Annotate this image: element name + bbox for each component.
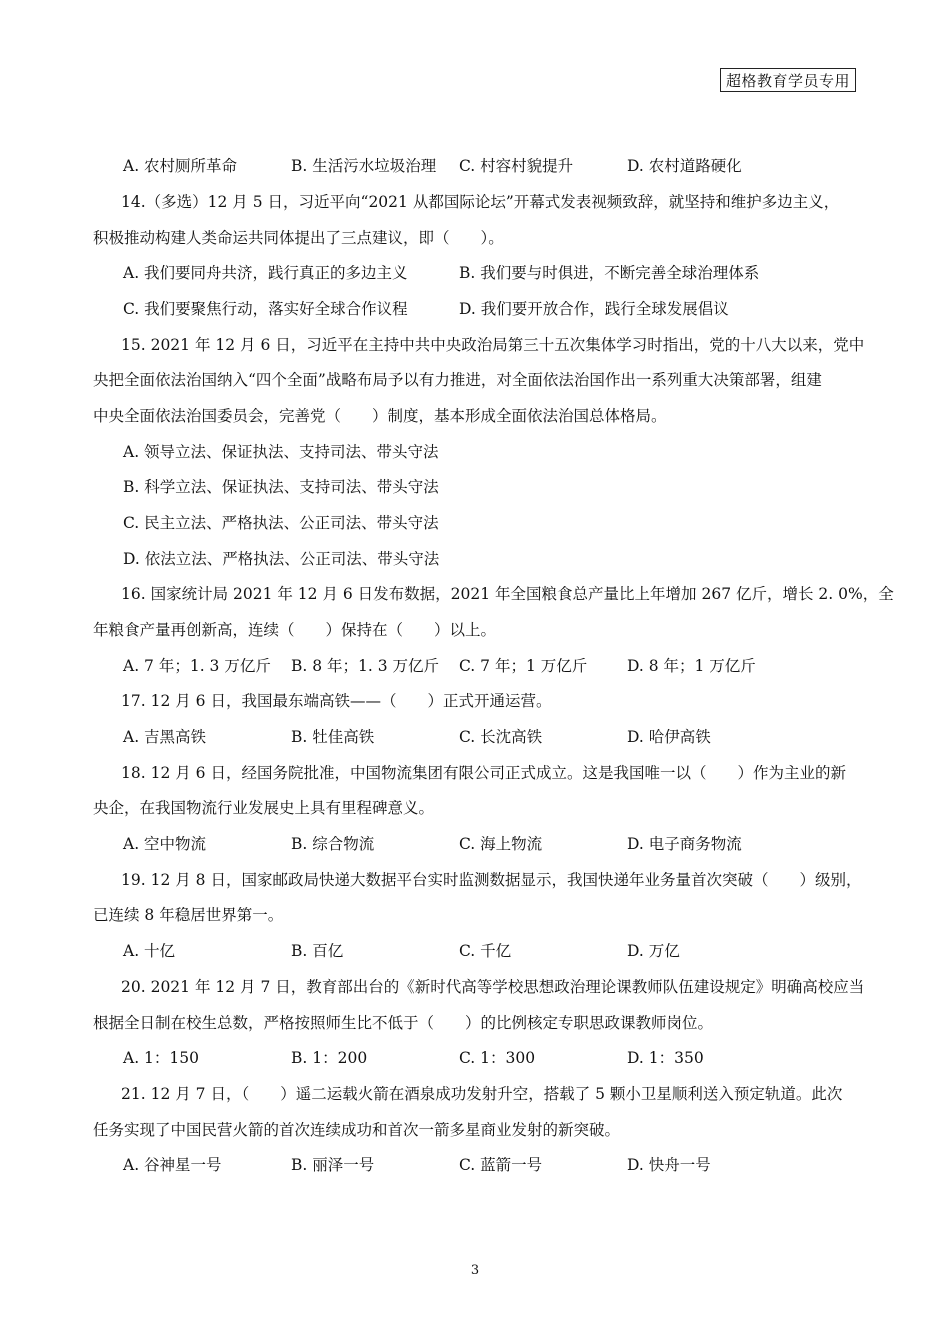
question-text: 中央全面依法治国委员会，完善党（ ）制度，基本形成全面依法治国总体格局。 <box>93 407 667 425</box>
option-b: B. 综合物流 <box>291 835 375 853</box>
option-a: A. 我们要同舟共济，践行真正的多边主义 <box>123 264 408 282</box>
question-text: 16. 国家统计局 2021 年 12 月 6 日发布数据，2021 年全国粮食总产量比上年增加 267 亿斤，增长 2. 0%，全 <box>121 585 894 603</box>
option-a: A. 7 年；1. 3 万亿斤 <box>123 657 271 675</box>
option-b: B. 百亿 <box>291 942 344 960</box>
option-c: C. 海上物流 <box>459 835 543 853</box>
option-d: D. 8 年；1 万亿斤 <box>627 657 756 675</box>
option-d: D. 万亿 <box>627 942 680 960</box>
option-b: B. 科学立法、保证执法、支持司法、带头守法 <box>123 478 439 496</box>
option-a: A. 领导立法、保证执法、支持司法、带头守法 <box>123 443 439 461</box>
question-text: 19. 12 月 8 日，国家邮政局快递大数据平台实时监测数据显示，我国快递年业务量首次突破（ ）级别， <box>121 871 862 889</box>
question-text: 已连续 8 年稳居世界第一。 <box>93 906 284 924</box>
question-text: 任务实现了中国民营火箭的首次连续成功和首次一箭多星商业发射的新突破。 <box>93 1121 621 1139</box>
question-text: 年粮食产量再创新高，连续（ ）保持在（ ）以上。 <box>93 621 497 639</box>
page-number: 3 <box>470 1263 480 1278</box>
option-a: A. 谷神星一号 <box>123 1156 222 1174</box>
option-b: B. 8 年；1. 3 万亿斤 <box>291 657 440 675</box>
option-c: C. 民主立法、严格执法、公正司法、带头守法 <box>123 514 439 532</box>
option-d: D. 哈伊高铁 <box>627 728 711 746</box>
option-d: D. 依法立法、严格执法、公正司法、带头守法 <box>123 550 440 568</box>
option-c: C. 我们要聚焦行动，落实好全球合作议程 <box>123 300 408 318</box>
option-c: C. 长沈高铁 <box>459 728 543 746</box>
option-c: C. 1：300 <box>459 1049 536 1067</box>
question-text: 15. 2021 年 12 月 6 日，习近平在主持中共中央政治局第三十五次集体学习时指出，党的十八大以来，党中 <box>121 336 865 354</box>
option-b: B. 我们要与时俱进，不断完善全球治理体系 <box>459 264 760 282</box>
option-a: A. 吉黑高铁 <box>123 728 207 746</box>
option-b: B. 生活污水垃圾治理 <box>291 157 437 175</box>
option-b: B. 丽泽一号 <box>291 1156 375 1174</box>
question-text: 央企，在我国物流行业发展史上具有里程碑意义。 <box>93 799 435 817</box>
option-d: D. 快舟一号 <box>627 1156 711 1174</box>
option-d: D. 我们要开放合作，践行全球发展倡议 <box>459 300 729 318</box>
question-text: 17. 12 月 6 日，我国最东端高铁——（ ）正式开通运营。 <box>121 692 552 710</box>
option-c: C. 千亿 <box>459 942 512 960</box>
option-c: C. 村容村貌提升 <box>459 157 574 175</box>
option-d: D. 农村道路硬化 <box>627 157 742 175</box>
question-text: 20. 2021 年 12 月 7 日，教育部出台的《新时代高等学校思想政治理论课教师队伍建设规定》明确高校应当 <box>121 978 865 996</box>
option-a: A. 十亿 <box>123 942 176 960</box>
student-only-badge: 超格教育学员专用 <box>720 68 856 92</box>
option-c: C. 蓝箭一号 <box>459 1156 543 1174</box>
option-b: B. 牡佳高铁 <box>291 728 375 746</box>
option-a: A. 空中物流 <box>123 835 207 853</box>
question-text: 18. 12 月 6 日，经国务院批准，中国物流集团有限公司正式成立。这是我国唯一以（ ）作为主业的新 <box>121 764 846 782</box>
question-text: 积极推动构建人类命运共同体提出了三点建议，即（ ）。 <box>93 229 504 247</box>
option-c: C. 7 年；1 万亿斤 <box>459 657 588 675</box>
option-a: A. 农村厕所革命 <box>123 157 238 175</box>
option-a: A. 1：150 <box>123 1049 199 1067</box>
question-text: 央把全面依法治国纳入“四个全面”战略布局予以有力推进，对全面依法治国作出一系列重大决策部署，组建 <box>93 371 822 389</box>
option-b: B. 1：200 <box>291 1049 368 1067</box>
option-d: D. 1：350 <box>627 1049 704 1067</box>
option-d: D. 电子商务物流 <box>627 835 742 853</box>
question-text: 14.（多选）12 月 5 日，习近平向“2021 从都国际论坛”开幕式发表视频致辞，就坚持和维护多边主义， <box>121 193 840 211</box>
question-text: 根据全日制在校生总数，严格按照师生比不低于（ ）的比例核定专职思政课教师岗位。 <box>93 1014 714 1032</box>
question-text: 21. 12 月 7 日，（ ）遥二运载火箭在酒泉成功发射升空，搭载了 5 颗小卫星顺利送入预定轨道。此次 <box>121 1085 843 1103</box>
